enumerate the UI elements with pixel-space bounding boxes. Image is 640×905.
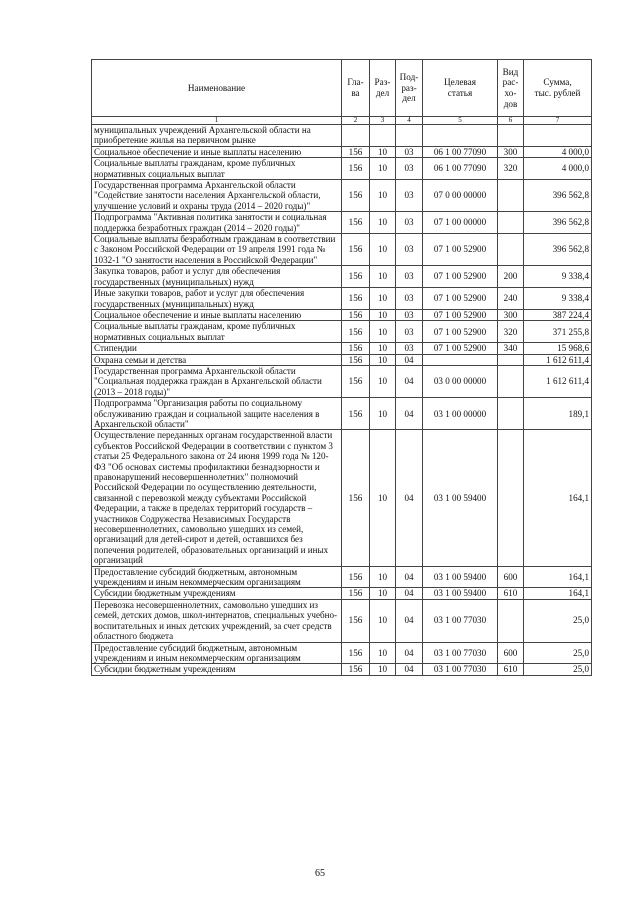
column-number: 3 — [370, 117, 396, 125]
cell-podrazdel: 04 — [396, 599, 423, 642]
cell-razdel: 10 — [370, 212, 396, 234]
cell-podrazdel: 04 — [396, 354, 423, 365]
cell-name: Социальное обеспечение и иные выплаты населению — [92, 309, 342, 320]
table-row — [92, 566, 592, 588]
header-podrazdel: Под- раз- дел — [396, 60, 423, 117]
cell-razdel: 10 — [370, 588, 396, 599]
cell-target-article: 07 1 00 52900 — [423, 288, 498, 310]
header-name: Наименование — [92, 60, 342, 117]
cell-target-article: 03 1 00 59400 — [423, 588, 498, 599]
cell-razdel: 10 — [370, 321, 396, 343]
header-glava: Гла- ва — [342, 60, 370, 117]
cell-name: Подпрограмма "Организация работы по социальному обслуживанию граждан и социальной защите населения в Архангельской области" — [92, 398, 342, 430]
cell-target-article: 03 1 00 77030 — [423, 664, 498, 675]
cell-razdel: 10 — [370, 288, 396, 310]
cell-podrazdel: 04 — [396, 398, 423, 430]
page-number: 65 — [315, 868, 325, 879]
cell-podrazdel: 04 — [396, 664, 423, 675]
cell-expense-type — [498, 599, 524, 642]
cell-amount: 1 612 611,4 — [524, 354, 592, 365]
cell-target-article: 03 1 00 59400 — [423, 566, 498, 588]
table-row — [92, 125, 592, 147]
cell-name: Перевозка несовершеннолетних, самовольно ушедших из семей, детских домов, школ-интернатов, специальных учебно-воспитательных и иных детских учреждений, за счет средств областного бюджета — [92, 599, 342, 642]
table-row — [92, 599, 592, 642]
cell-name: Стипендии — [92, 343, 342, 354]
cell-target-article: 07 1 00 52900 — [423, 266, 498, 288]
cell-glava: 156 — [342, 266, 370, 288]
cell-name: Подпрограмма "Активная политика занятости и социальная поддержка безработных граждан (2014 – 2020 годы)" — [92, 212, 342, 234]
cell-glava: 156 — [342, 354, 370, 365]
cell-glava: 156 — [342, 365, 370, 397]
cell-name: Социальные выплаты гражданам, кроме публичных нормативных социальных выплат — [92, 321, 342, 343]
table-row — [92, 309, 592, 320]
cell-target-article: 07 1 00 52900 — [423, 309, 498, 320]
cell-expense-type: 610 — [498, 588, 524, 599]
cell-razdel: 10 — [370, 365, 396, 397]
cell-name: Субсидии бюджетным учреждениям — [92, 664, 342, 675]
table-row — [92, 321, 592, 343]
cell-glava: 156 — [342, 398, 370, 430]
cell-target-article: 03 1 00 59400 — [423, 430, 498, 566]
cell-podrazdel: 04 — [396, 365, 423, 397]
cell-expense-type: 240 — [498, 288, 524, 310]
column-number: 7 — [524, 117, 592, 125]
table-row — [92, 146, 592, 157]
header-vid: Вид рас- хо- дов — [498, 60, 524, 117]
cell-razdel: 10 — [370, 354, 396, 365]
cell-razdel: 10 — [370, 234, 396, 266]
cell-razdel: 10 — [370, 146, 396, 157]
table-row — [92, 288, 592, 310]
table-header-row — [92, 60, 592, 117]
cell-razdel: 10 — [370, 642, 396, 664]
cell-name: Иные закупки товаров, работ и услуг для обеспечения государственных (муниципальных) нужд — [92, 288, 342, 310]
cell-razdel: 10 — [370, 430, 396, 566]
cell-glava: 156 — [342, 234, 370, 266]
column-number: 1 — [92, 117, 342, 125]
cell-podrazdel: 03 — [396, 234, 423, 266]
cell-name: Государственная программа Архангельской области "Содействие занятости населения Архангельской области, улучшение условий и охраны труда (2014 – 2020 годы)" — [92, 180, 342, 212]
cell-target-article — [423, 354, 498, 365]
cell-expense-type: 600 — [498, 642, 524, 664]
table-row — [92, 266, 592, 288]
table-row — [92, 212, 592, 234]
cell-expense-type: 320 — [498, 158, 524, 180]
cell-podrazdel: 03 — [396, 309, 423, 320]
cell-podrazdel: 03 — [396, 146, 423, 157]
cell-target-article: 07 1 00 00000 — [423, 212, 498, 234]
cell-glava: 156 — [342, 599, 370, 642]
cell-podrazdel: 03 — [396, 343, 423, 354]
cell-expense-type — [498, 430, 524, 566]
cell-glava: 156 — [342, 588, 370, 599]
cell-glava: 156 — [342, 566, 370, 588]
cell-expense-type: 320 — [498, 321, 524, 343]
cell-razdel: 10 — [370, 180, 396, 212]
cell-target-article: 07 1 00 52900 — [423, 234, 498, 266]
cell-glava — [342, 125, 370, 147]
cell-glava: 156 — [342, 146, 370, 157]
cell-podrazdel — [396, 125, 423, 147]
cell-amount: 9 338,4 — [524, 288, 592, 310]
table-row — [92, 664, 592, 675]
cell-amount: 396 562,8 — [524, 234, 592, 266]
table-row — [92, 234, 592, 266]
table-row — [92, 365, 592, 397]
cell-expense-type — [498, 125, 524, 147]
cell-amount: 164,1 — [524, 588, 592, 599]
cell-expense-type — [498, 180, 524, 212]
cell-expense-type: 300 — [498, 146, 524, 157]
column-number: 5 — [423, 117, 498, 125]
cell-name: Социальное обеспечение и иные выплаты населению — [92, 146, 342, 157]
cell-amount: 1 612 611,4 — [524, 365, 592, 397]
cell-expense-type — [498, 212, 524, 234]
cell-amount: 15 968,6 — [524, 343, 592, 354]
cell-name: Предоставление субсидий бюджетным, автономным учреждениям и иным некоммерческим организациям — [92, 566, 342, 588]
cell-name: Осуществление переданных органам государственной власти субъектов Российской Федерации в соответствии с пунктом 3 статьи 25 Федерального закона от 24 июня 1999 года № 120-ФЗ "Об основах системы профилактики безнадзорности и правонарушений несовершеннолетних" полномочий Российской Федерации по осуществлению деятельности, связанной с перевозкой между субъектами Российской Федерации, а также в пределах территорий государств – участников Содружества Независимых Государств несовершеннолетних, самовольно ушедших из семей, организаций для детей-сирот и детей, оставшихся без попечения родителей, образовательных организаций и иных организаций — [92, 430, 342, 566]
cell-name: Социальные выплаты безработным гражданам в соответствии с Законом Российской Федерации от 19 апреля 1991 года № 1032-1 "О занятости населения в Российской Федерации" — [92, 234, 342, 266]
cell-name: Субсидии бюджетным учреждениям — [92, 588, 342, 599]
cell-razdel: 10 — [370, 309, 396, 320]
column-number-row — [92, 117, 592, 125]
cell-amount: 371 255,8 — [524, 321, 592, 343]
cell-target-article: 07 1 00 52900 — [423, 321, 498, 343]
cell-amount — [524, 125, 592, 147]
cell-amount: 396 562,8 — [524, 180, 592, 212]
table-row — [92, 343, 592, 354]
cell-amount: 4 000,0 — [524, 146, 592, 157]
cell-name: Предоставление субсидий бюджетным, автономным учреждениям и иным некоммерческим организациям — [92, 642, 342, 664]
cell-podrazdel: 04 — [396, 588, 423, 599]
cell-glava: 156 — [342, 321, 370, 343]
cell-razdel: 10 — [370, 398, 396, 430]
cell-target-article: 03 1 00 00000 — [423, 398, 498, 430]
header-statya: Целевая статья — [423, 60, 498, 117]
cell-podrazdel: 04 — [396, 642, 423, 664]
cell-podrazdel: 03 — [396, 266, 423, 288]
table-row — [92, 180, 592, 212]
cell-target-article: 03 0 00 00000 — [423, 365, 498, 397]
cell-target-article — [423, 125, 498, 147]
cell-podrazdel: 04 — [396, 566, 423, 588]
cell-amount: 396 562,8 — [524, 212, 592, 234]
cell-expense-type: 200 — [498, 266, 524, 288]
cell-glava: 156 — [342, 642, 370, 664]
cell-podrazdel: 03 — [396, 180, 423, 212]
cell-expense-type — [498, 398, 524, 430]
budget-table — [91, 59, 592, 676]
cell-podrazdel: 03 — [396, 321, 423, 343]
table-row — [92, 430, 592, 566]
column-number: 4 — [396, 117, 423, 125]
cell-podrazdel: 03 — [396, 212, 423, 234]
cell-amount: 164,1 — [524, 566, 592, 588]
cell-razdel: 10 — [370, 158, 396, 180]
cell-glava: 156 — [342, 212, 370, 234]
cell-glava: 156 — [342, 180, 370, 212]
cell-expense-type: 340 — [498, 343, 524, 354]
table-row — [92, 398, 592, 430]
cell-target-article: 06 1 00 77090 — [423, 158, 498, 180]
cell-razdel: 10 — [370, 343, 396, 354]
cell-podrazdel: 04 — [396, 430, 423, 566]
cell-razdel: 10 — [370, 664, 396, 675]
cell-name: Государственная программа Архангельской области "Социальная поддержка граждан в Архангельской области (2013 – 2018 годы)" — [92, 365, 342, 397]
cell-target-article: 03 1 00 77030 — [423, 642, 498, 664]
cell-podrazdel: 03 — [396, 288, 423, 310]
cell-razdel: 10 — [370, 566, 396, 588]
cell-name: Закупка товаров, работ и услуг для обеспечения государственных (муниципальных) нужд — [92, 266, 342, 288]
cell-razdel: 10 — [370, 266, 396, 288]
cell-name: Охрана семьи и детства — [92, 354, 342, 365]
cell-podrazdel: 03 — [396, 158, 423, 180]
cell-razdel: 10 — [370, 599, 396, 642]
cell-glava: 156 — [342, 343, 370, 354]
cell-amount: 25,0 — [524, 599, 592, 642]
cell-expense-type — [498, 234, 524, 266]
cell-amount: 164,1 — [524, 430, 592, 566]
cell-target-article: 07 1 00 52900 — [423, 343, 498, 354]
cell-glava: 156 — [342, 158, 370, 180]
cell-amount: 189,1 — [524, 398, 592, 430]
table-row — [92, 158, 592, 180]
column-number: 6 — [498, 117, 524, 125]
cell-amount: 25,0 — [524, 664, 592, 675]
cell-target-article: 06 1 00 77090 — [423, 146, 498, 157]
cell-amount: 387 224,4 — [524, 309, 592, 320]
cell-amount: 9 338,4 — [524, 266, 592, 288]
cell-target-article: 07 0 00 00000 — [423, 180, 498, 212]
column-number: 2 — [342, 117, 370, 125]
header-razdel: Раз- дел — [370, 60, 396, 117]
cell-expense-type: 300 — [498, 309, 524, 320]
cell-name: Социальные выплаты гражданам, кроме публичных нормативных социальных выплат — [92, 158, 342, 180]
cell-razdel — [370, 125, 396, 147]
cell-glava: 156 — [342, 664, 370, 675]
table-row — [92, 642, 592, 664]
cell-amount: 4 000,0 — [524, 158, 592, 180]
cell-glava: 156 — [342, 288, 370, 310]
cell-name: муниципальных учреждений Архангельской области на приобретение жилья на первичном рынке — [92, 125, 342, 147]
cell-expense-type: 610 — [498, 664, 524, 675]
cell-expense-type — [498, 354, 524, 365]
cell-amount: 25,0 — [524, 642, 592, 664]
table-row — [92, 354, 592, 365]
cell-expense-type — [498, 365, 524, 397]
cell-glava: 156 — [342, 309, 370, 320]
cell-expense-type: 600 — [498, 566, 524, 588]
cell-target-article: 03 1 00 77030 — [423, 599, 498, 642]
header-summa: Сумма, тыс. рублей — [524, 60, 592, 117]
table-row — [92, 588, 592, 599]
cell-glava: 156 — [342, 430, 370, 566]
